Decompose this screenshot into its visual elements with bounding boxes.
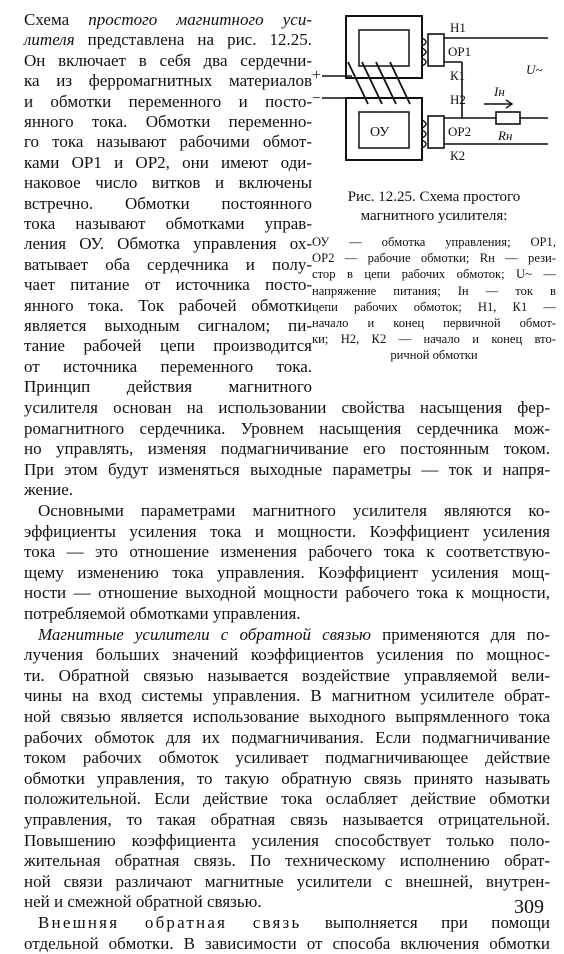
- text-segment: Внешняя обратная связь: [38, 913, 302, 932]
- label-in: Iн: [494, 84, 505, 99]
- text-line: ромагнитного сердечника. Уровнем насыщения сердечника мож-: [24, 418, 550, 438]
- legend-line: начало и конец первичной обмот-: [312, 316, 556, 330]
- label-plus: +: [312, 67, 322, 84]
- text-line: тание рабочей цепи производится: [24, 336, 312, 356]
- text-line: [38, 625, 550, 645]
- text-line: чает питание от источника посто-: [24, 275, 312, 295]
- text-segment: Магнитные усилители с обратной связью: [38, 624, 372, 644]
- label-ou: ОУ: [370, 125, 390, 140]
- text-line: но управлять, изменяя подмагничивание его постоянным током.: [24, 439, 550, 459]
- text-segment: лителя: [24, 30, 75, 50]
- label-h2: Н2: [450, 92, 466, 107]
- text-line: наковое число витков и включены: [24, 173, 312, 193]
- text-line: отдельной обмотки. В зависимости от способа включения обмотки: [24, 933, 550, 953]
- label-k2: К2: [450, 148, 466, 163]
- label-u: U~: [526, 62, 543, 77]
- text-segment: простого магнитного уси-: [88, 10, 312, 29]
- text-line: обмотки управления, то такую обратную связь принято называть: [24, 768, 550, 788]
- text-line: го тока называют рабочими обмот-: [24, 132, 312, 152]
- label-minus: −: [312, 90, 322, 107]
- text-line: ления ОУ. Обмотка управления ох-: [24, 234, 312, 254]
- label-op1: ОР1: [448, 44, 472, 59]
- legend-line: ричной обмотки: [390, 348, 478, 363]
- text-line: [24, 10, 312, 30]
- text-line: янного тока. Ток рабочей обмотки: [24, 295, 312, 315]
- text-line: жительная обратная связь. По техническому исполнению обрат-: [24, 851, 550, 871]
- label-h1: Н1: [450, 20, 466, 35]
- text-line: потребляемой обмотками управления.: [24, 604, 301, 623]
- label-op2: ОР2: [448, 124, 472, 139]
- text-line: от источника переменного тока.: [24, 356, 312, 376]
- text-line: встречно. Обмотки постоянного: [24, 193, 312, 213]
- text-line: усилителя основан на использовании свойства насыщения фер-: [24, 398, 550, 417]
- label-k1: К1: [450, 68, 466, 83]
- text-segment: выполняется при помощи: [301, 913, 550, 932]
- legend-line: ОР2 — рабочие обмотки; Rн — рези-: [312, 251, 556, 266]
- text-line: ка из ферромагнитных материалов: [24, 71, 312, 91]
- caption-line: магнитного усилителя:: [360, 208, 508, 224]
- text-line: щему изменению тока управления. Коэффициент усиления мощ-: [24, 562, 550, 582]
- text-line: ной связью является использование выходного выпрямленного тока: [24, 707, 550, 726]
- text-line: лучения больших значений коэффициентов усиления по мощнос-: [24, 645, 550, 665]
- text-line: рабочих обмоток для их подмагничивания. Если подмагничивание: [24, 727, 550, 747]
- text-line: [38, 913, 550, 933]
- caption-line: Рис. 12.25. Схема простого: [347, 189, 521, 205]
- text-line: эффициенты усиления тока и мощности. Коэффициент усиления: [24, 521, 550, 541]
- text-segment: применяются для по-: [371, 624, 550, 644]
- text-line: тока называют обмотками управ-: [24, 214, 312, 233]
- upper-core: [346, 16, 422, 78]
- text-line: ками ОР1 и ОР2, они имеют оди-: [24, 152, 312, 172]
- text-line: ней и смежной обратной связью.: [24, 892, 262, 912]
- text-line: и обмотки переменного и посто-: [24, 91, 312, 111]
- text-segment: Схема: [24, 10, 89, 29]
- text-line: [24, 30, 312, 50]
- label-rn: Rн: [498, 128, 513, 143]
- text-line: При этом будут изменяться выходные параметры — ток и напря-: [24, 459, 550, 479]
- legend-line: напряжение питания; Iн — ток в: [312, 283, 556, 298]
- text-line: янного тока. Обмотки переменно-: [24, 112, 312, 131]
- text-line: является выходным сигналом; пи-: [24, 316, 312, 335]
- text-line: ной связи различают магнитные усилители с внешней, внутрен-: [24, 871, 550, 891]
- text-line: Повышению коэффициента усиления способствует только поло-: [24, 830, 550, 850]
- legend-line: стор в цепи рабочих обмоток; U~ —: [312, 267, 556, 282]
- text-segment: представлена на рис. 12.25.: [74, 30, 312, 50]
- resistor-rn: [496, 112, 520, 124]
- text-line: тока — это отношение изменения рабочего тока к соответствую-: [24, 542, 550, 562]
- text-line: ти. Обратной связью называется воздействие управляемой вели-: [24, 665, 550, 685]
- winding-op2-box: [428, 116, 444, 148]
- text-line: Принцип действия магнитного: [24, 377, 312, 397]
- text-line: ватывает оба сердечника и полу-: [24, 254, 312, 274]
- text-line: положительной. Если действие тока ослабляет действие обмотки: [24, 789, 550, 809]
- text-line: чины на вход системы управления. В магнитном усилителе обрат-: [24, 686, 550, 706]
- text-line: ности — отношение выходной мощности рабочего тока к мощности,: [24, 583, 550, 603]
- text-line: Основными параметрами магнитного усилителя являются ко-: [38, 501, 550, 520]
- legend-line: ки; Н2, К2 — начало и конец вто-: [312, 332, 556, 347]
- text-line: жение.: [24, 480, 74, 500]
- winding-op1-box: [428, 34, 444, 66]
- page-number: 309: [514, 896, 544, 918]
- text-line: управления, то такая обратная связь называется отрицательной.: [24, 810, 550, 829]
- magnetic-amplifier-circuit: [312, 8, 556, 188]
- legend-line: ОУ — обмотка управления; ОР1,: [312, 235, 556, 249]
- legend-line: цепи рабочих обмоток; Н1, К1 —: [312, 299, 556, 314]
- text-line: Он включает в себя два сердечни-: [24, 50, 312, 70]
- text-line: током рабочих обмоток усиливает подмагничивающее действие: [24, 748, 550, 768]
- figure-12-25: [312, 8, 556, 363]
